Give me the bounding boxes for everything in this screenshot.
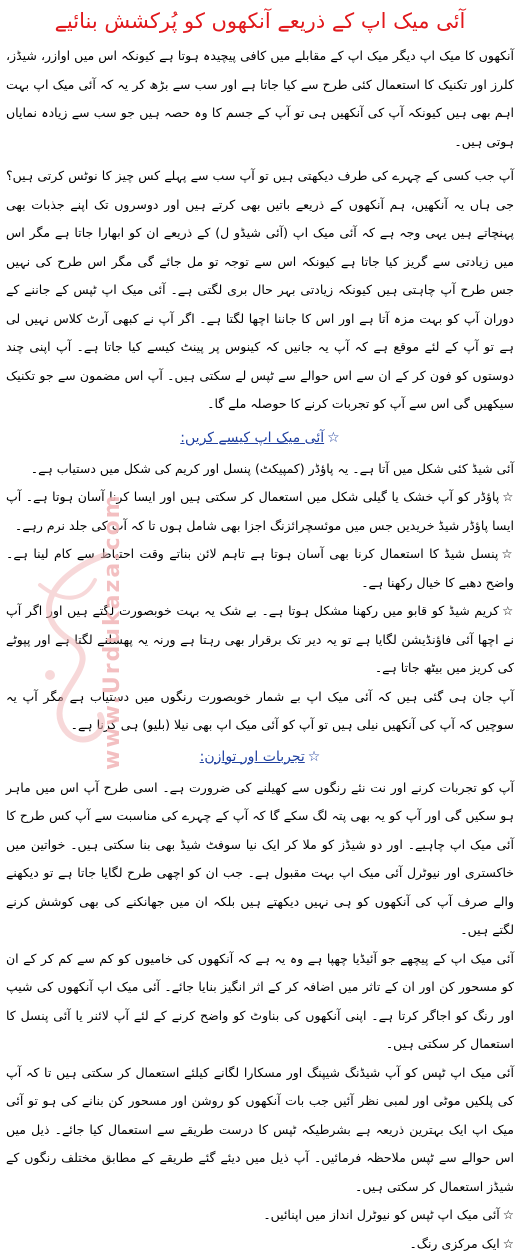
intro-paragraph-2: آپ جب کسی کے چہرے کی طرف دیکھتی ہیں تو آپ سب سے پہلے کس چیز کا نوٹس کرتی ہیں؟ جی ہاں یہ آنکھیں، ہم آنکھوں کے ذریعے باتیں بھی کرتے ہیں اور دوسروں تک اپنے جذبات بھی پہنچاتے ہیں یہی وجہ ہے کہ آئی میک اپ (آئی شیڈو ل) کے ذریعے ان کو ابھارا جاتا ہے مگر اس میں زیادتی سے گریز کیا جاتا ہے کیونکہ اس سے توجہ تو مل جائے گی مگر اس طرح کی نہیں جس طرح آپ چاہتی ہیں کیونکہ زیادتی بہر حال بری لگتی ہے۔ آئی میک اپ ٹپس کے جاننے کے دوران آپ کو بہت مزہ آتا ہے اور اس کا جاننا اچھا لگتا ہے۔ اگر آپ نے کبھی آرٹ کلاس نہیں لی ہے تو آپ کے لئے موقع ہے کہ آپ یہ جانیں کہ کینوس پر پینٹ کیسے کیا جاتا ہے۔ آپ اپنی چند دوستوں کو فون کر کے ان سے اس حوالے سے ٹپس لے سکتی ہیں۔ آپ اس مضمون سے جو تکنیک سیکھیں گی اس سے آپ کو تجربات کرنے کا حوصلہ ملے گا۔ — [6, 162, 514, 419]
list-item-text: پاؤڈر کو آپ خشک یا گیلی شکل میں استعمال کر سکتی ہیں اور ایسا کرنا آسان ہوتا ہے۔ آپ ایسا پاؤڈر شیڈ خریدیں جس میں موئسچرائزنگ اجزا بھی شامل ہوں تا کہ آپ کی جلد نرم رہے۔ — [6, 489, 514, 533]
list-item — [6, 683, 514, 740]
star-outline-icon: ☆ — [503, 1236, 514, 1251]
list-item-text: آئی میک اپ کے پیچھے جو آئیڈیا چھپا ہے وہ یہ ہے کہ آنکھوں کی خامیوں کو کم سے کم کر کے ان کو مسحور کن اور ان کے تاثر میں اضافہ کر کے اثر انگیز بنایا جائے۔ آئی میک اپ آنکھوں کی شیپ اور رنگ کو اجاگر کرتا ہے۔ اپنی آنکھوں کی بناوٹ کو واضح کرنے کے لئے آپ لائنر یا آئی پنسل کا استعمال کر سکتی ہیں۔ — [6, 951, 514, 1052]
page-title: آئی میک اپ کے ذریعے آنکھوں کو پُرکشش بنائیے — [6, 6, 514, 36]
list-item-text: کریم شیڈ کو قابو میں رکھنا مشکل ہوتا ہے۔ بے شک یہ بہت خوبصورت لگتے ہیں اور اگر آپ نے اچھا آئی فاؤنڈیشن لگایا ہے تو یہ دیر تک برقرار بھی رہتا ہے ورنہ یہ پھسلنے لگتا ہے اور پپوٹے کی کریز میں بیٹھ جاتا ہے۔ — [6, 603, 514, 675]
list-item — [6, 540, 514, 597]
list-item-text: آپ جان ہی گئی ہیں کہ آئی میک اپ بے شمار خوبصورت رنگوں میں دستیاب ہے مگر آپ یہ سوچیں کہ آپ کی آنکھیں نیلی ہیں تو آپ کو آئی میک اپ بھی نیلا (بلیو) ہی کرنا ہے۔ — [6, 689, 514, 733]
list-item-text: ایک مرکزی رنگ۔ — [409, 1236, 499, 1251]
list-item — [6, 483, 514, 540]
list-item-text: آپ کو تجربات کرنے اور نت نئے رنگوں سے کھیلنے کی ضرورت ہے۔ اسی طرح آپ اس میں ماہر ہو سکیں گی اور آپ کو یہ بھی پتہ لگ سکے گا کہ آپ کے چہرے کی مناسبت سے آپ کس طرح کا آئی میک اپ چاہیے۔ اور دو شیڈز کو ملا کر ایک نیا سوفٹ شیڈ بھی بنا سکتی ہیں۔ خواتین میں خاکستری اور نیوٹرل آئی میک اپ بہت مقبول ہے۔ جب ان کو اچھی طرح لگایا جاتا ہے تو دیکھنے والے صرف آپ کی آنکھوں کو ہی نہیں دیکھتے ہیں بلکہ ان میں جھانکنے کی بھی کوشش کرنے لگتے ہیں۔ — [6, 780, 514, 938]
star-outline-icon: ☆ — [502, 603, 514, 618]
list-item — [6, 1059, 514, 1202]
list-item-text: پنسل شیڈ کا استعمال کرنا بھی آسان ہوتا ہے تاہم لائن بناتے وقت احتیاط سے کام لینا ہے۔ واضح دھبے کا خیال رکھنا ہے۔ — [6, 546, 514, 590]
list-item-text: آئی میک اپ ٹپس کو نیوٹرل انداز میں اپنائیں۔ — [263, 1207, 499, 1222]
list-item — [6, 597, 514, 683]
list-item-text: آئی شیڈ کئی شکل میں آتا ہے۔ یہ پاؤڈر (کمپیکٹ) پنسل اور کریم کی شکل میں دستیاب ہے۔ — [31, 461, 514, 476]
list-item — [6, 774, 514, 945]
list-item — [6, 1201, 514, 1230]
star-outline-icon: ☆ — [501, 546, 514, 561]
section-heading-label: تجربات اور توازن: — [200, 749, 305, 765]
section-heading-experiments — [6, 744, 514, 770]
watermark-text: www.Urdukaza.com — [100, 440, 140, 770]
star-outline-icon: ☆ — [503, 1207, 514, 1222]
star-outline-icon: ☆ — [308, 749, 321, 765]
section-heading-label: آئی میک اپ کیسے کریں: — [180, 430, 324, 446]
list-item — [6, 455, 514, 484]
list-item-text: آئی میک اپ ٹپس کو آپ شیڈنگ شیپنگ اور مسکارا لگانے کیلئے استعمال کر سکتی ہیں تا کہ آپ کی پلکیں موٹی اور لمبی نظر آئیں جب بات آنکھوں کو روشن اور مسحور کن بنانے کی ہو تو آئی میک اپ ایک بہترین ذریعہ ہے بشرطیکہ ٹپس کا درست طریقے سے استعمال کیا جائے۔ ذیل میں اس حوالے سے ٹپس ملاحظہ فرمائیں۔ آپ ذیل میں دیئے گئے طریقے کے مطابق مختلف رنگوں کے شیڈز استعمال کر سکتی ہیں۔ — [6, 1065, 514, 1194]
section-heading-how-to — [6, 425, 514, 451]
list-item — [6, 1230, 514, 1258]
star-outline-icon: ☆ — [327, 430, 340, 446]
list-item — [6, 945, 514, 1059]
article — [6, 0, 514, 1258]
intro-paragraph-1: آنکھوں کا میک اپ دیگر میک اپ کے مقابلے میں کافی پیچیدہ ہوتا ہے کیونکہ اس میں اوازر، شیڈز، کلرز اور تکنیک کا استعمال کئی طرح سے کیا جاتا ہے اور سب سے بڑھ کر یہ کہ آئی میک اپ بہت اہم بھی ہیں کیونکہ آپ کی آنکھیں ہی تو آپ کے جسم کا وہ حصہ ہیں جو سب سے زیادہ نمایاں ہوتی ہیں۔ — [6, 42, 514, 156]
star-outline-icon: ☆ — [502, 489, 514, 504]
